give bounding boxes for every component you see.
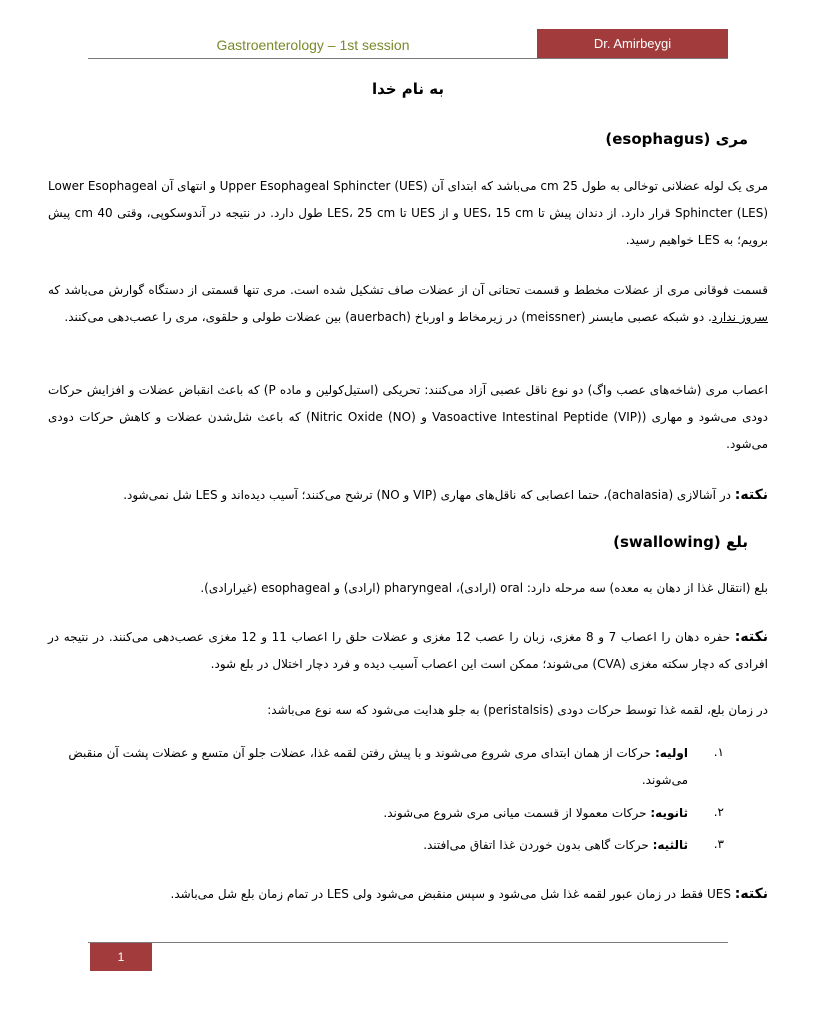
- header-divider: [88, 58, 728, 59]
- paragraph-peristalsis: در زمان بلع، لقمه غذا توسط حرکات دودی (peristalsis) به جلو هدایت می‌شود که سه نوع می‌باشد:: [267, 703, 768, 717]
- note-cranial-nerves: [48, 624, 768, 678]
- header-author: Dr. Amirbeygi: [537, 29, 728, 58]
- note-achalasia: [48, 482, 768, 509]
- paragraph-muscles-part2: . دو شبکه عصبی مایسنر (meissner) در زیرمخاط و اورباخ (auerbach) بین عضلات طولی و حلقوی، مری را عصب‌دهی می‌کنند.: [64, 310, 712, 324]
- list-item-label: اولیه:: [654, 746, 688, 760]
- note-achalasia-text: در آشالازی (achalasia)، حتما اعصابی که ناقل‌های مهاری (VIP و NO) ترشح می‌کنند؛ آسیب دیده‌اند و LES شل نمی‌شود.: [123, 488, 731, 502]
- list-item-label: ثالثیه:: [652, 838, 688, 852]
- section-heading-swallowing: بلع (swallowing): [613, 533, 748, 551]
- list-item-primary: [48, 740, 688, 794]
- list-item-text: حرکات معمولا از قسمت میانی مری شروع می‌شوند.: [383, 806, 647, 820]
- paragraph-swallowing-phases: بلع (انتقال غذا از دهان به معده) سه مرحله دارد: oral (ارادی)، pharyngeal (ارادی) و esophageal (غیرارادی).: [200, 581, 768, 595]
- paragraph-esophagus-anatomy: مری یک لوله عضلانی توخالی به طول 25 cm می‌باشد که ابتدای آن Upper Esophageal Sphincter (UES) و انتهای آن Lower Esophageal Sphincter (LES) قرار دارد. از دندان پیش تا UES، 15 cm و از UES تا LES، 25 cm طول دارد. در نتیجه در آندوسکوپی، وقتی 40 cm پیش برویم؛ به LES خواهیم رسید.: [48, 179, 769, 247]
- note-label: نکته:: [734, 629, 768, 645]
- note-ues-les: [48, 881, 768, 908]
- list-item-text: حرکات گاهی بدون خوردن غذا اتفاق می‌افتند.: [423, 838, 649, 852]
- footer-divider: [88, 942, 728, 943]
- note-label: نکته:: [734, 886, 768, 902]
- list-item-text: حرکات از همان ابتدای مری شروع می‌شوند و با پیش رفتن لقمه غذا، عضلات جلو آن متسع و عضلات پشت آن منقبض می‌شوند.: [68, 746, 688, 787]
- note-ues-les-text: UES فقط در زمان عبور لقمه غذا شل می‌شود و سپس منقبض می‌شود ولی LES در تمام زمان بلع شل می‌باشد.: [170, 887, 731, 901]
- note-cranial-nerves-text: حفره دهان را اعصاب 7 و 8 مغزی، زبان را عصب 12 مغزی و عضلات حلق را اعصاب 11 و 12 مغزی عصب‌دهی می‌کنند. در نتیجه در افرادی که دچار سکته مغزی (CVA) می‌شوند؛ ممکن است این اعصاب آسیب دیده و فرد دچار اختلال در بلع شود.: [48, 630, 768, 671]
- list-item-tertiary: [88, 832, 688, 859]
- doc-heading-bismillah: به نام خدا: [371, 80, 445, 98]
- list-item-number: ۱.: [713, 745, 724, 759]
- section-heading-esophagus: مری (esophagus): [605, 130, 748, 148]
- underlined-no-serosa: سروز ندارد: [711, 310, 768, 324]
- page-number: 1: [90, 943, 152, 971]
- list-item-number: ۲.: [713, 805, 724, 819]
- header-title: Gastroenterology – 1st session: [216, 37, 410, 53]
- list-item-secondary: [88, 800, 688, 827]
- paragraph-muscles-part1: قسمت فوقانی مری از عضلات مخطط و قسمت تحتانی آن از عضلات صاف تشکیل شده است. مری تنها قسمتی از دستگاه گوارش می‌باشد که: [48, 283, 768, 297]
- list-item-label: ثانویه:: [650, 806, 688, 820]
- note-label: نکته:: [734, 487, 768, 503]
- paragraph-esophagus-nerves: اعصاب مری (شاخه‌های عصب واگ) دو نوع ناقل عصبی آزاد می‌کنند: تحریکی (استیل‌کولین و ماده P) که باعث انقباض عضلات و افزایش حرکات دودی می‌شود و مهاری (Vasoactive Intestinal Peptide (VIP) و Nitric Oxide (NO)) که باعث شل‌شدن عضلات و کاهش حرکات دودی می‌شود.: [48, 383, 769, 451]
- list-item-number: ۳.: [713, 837, 724, 851]
- paragraph-esophagus-muscles: [48, 277, 768, 331]
